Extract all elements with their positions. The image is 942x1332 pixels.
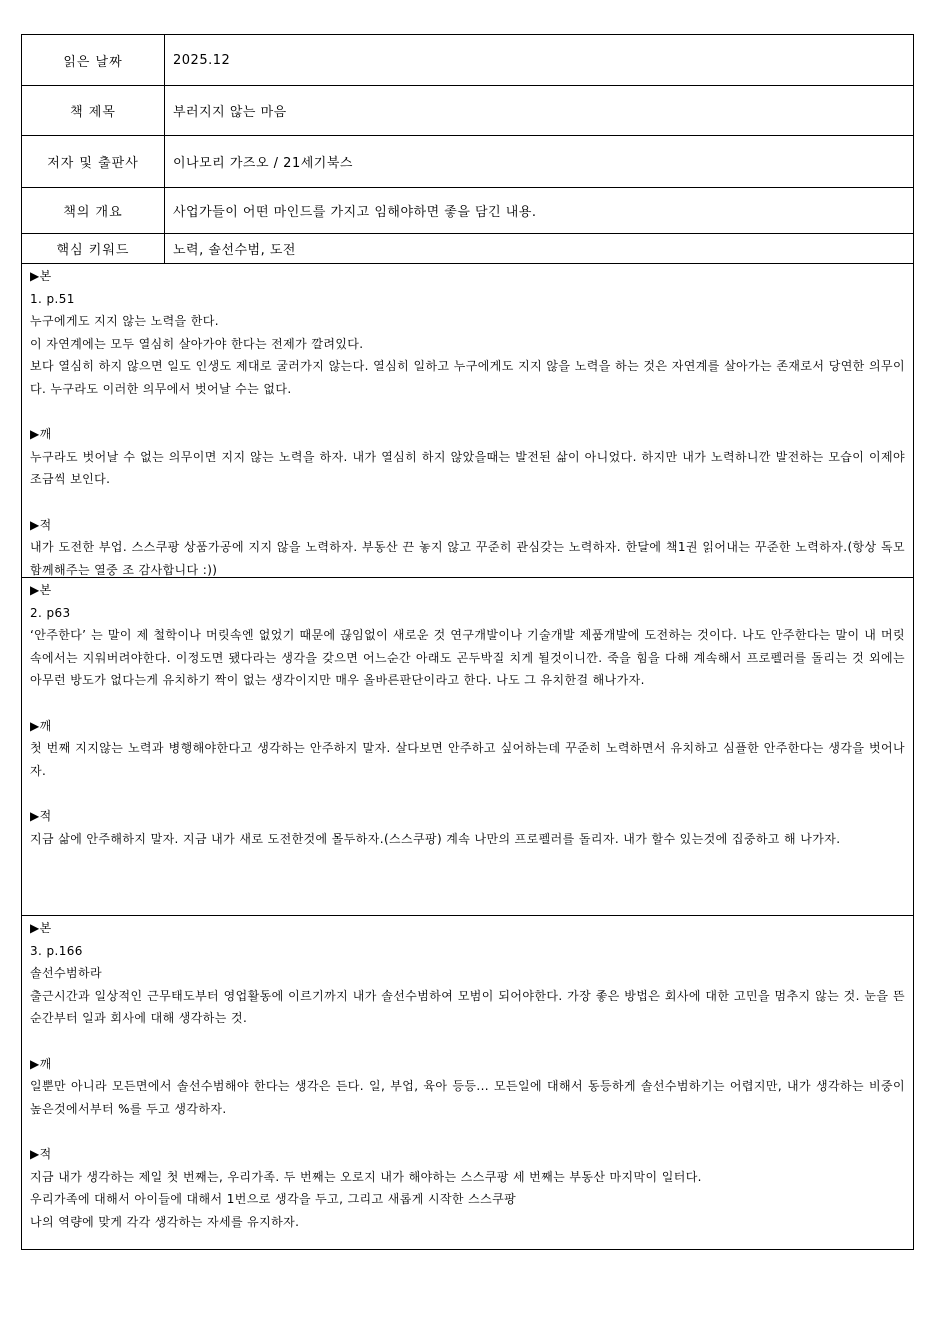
author-value: 이나모리 가즈오 / 21세기북스 — [173, 156, 353, 171]
keywords-label: 핵심 키워드 — [22, 234, 165, 263]
bon-line: 출근시간과 일상적인 근무태도부터 영업활동에 이르기까지 내가 솔선수범하여 모범이 되어야한다. 가장 좋은 방법은 회사에 대한 고민을 멈추지 않는 것. 눈을 뜬 순간부터 일과 회사에 대해 생각하는 것. — [30, 988, 905, 1026]
jeok-line: 지금 삶에 안주해하지 말자. 지금 내가 새로 도전한것에 몰두하자.(스스쿠팡) 계속 나만의 프로펠러를 돌리자. 내가 할수 있는것에 집중하고 해 나가자. — [30, 831, 841, 846]
summary-row — [22, 188, 913, 234]
jeok-line: 내가 도전한 부업. 스스쿠팡 상품가공에 지지 않을 노력하자. 부동산 끈 놓지 않고 꾸준히 관심갖는 노력하자. 한달에 책1권 읽어내는 꾸준한 노력하자.(항상 독모 함께해주는 열중 조 감사합니다 :)) — [30, 540, 905, 577]
kkae-text: 일뿐만 아니라 모든면에서 솔선수범해야 한다는 생각은 든다. 일, 부업, 육아 등등... 모든일에 대해서 동등하게 솔선수범하기는 어렵지만, 내가 생각하는 비중이 높은것에서부터 %를 두고 생각하자. — [30, 1079, 905, 1116]
bon-line: 이 자연계에는 모두 열심히 살아가야 한다는 전제가 깔려있다. — [30, 336, 364, 351]
bon-heading: ▶본 — [30, 583, 52, 597]
jeok-heading: ▶적 — [30, 517, 52, 532]
kkae-text: 누구라도 벗어날 수 없는 의무이면 지지 않는 노력을 하자. 내가 열심히 하지 않았을때는 발전된 삶이 아니었다. 하지만 내가 노력하니깐 발전하는 모습이 이제야 조금씩 보인다. — [30, 449, 905, 487]
book-report-table — [21, 34, 914, 1250]
title-label: 책 제목 — [22, 86, 165, 135]
bon-line: 보다 열심히 하지 않으면 일도 인생도 제대로 굴러가지 않는다. 열심히 일하고 누구에게도 지지 않을 노력을 하는 것은 자연계를 살아가는 존재로서 당연한 의무이다. 누구라도 이러한 의무에서 벗어날 수는 없다. — [30, 359, 905, 396]
jeok-heading: ▶적 — [30, 808, 52, 823]
kkae-heading: ▶깨 — [30, 718, 52, 733]
read-date-row — [22, 35, 913, 86]
summary-value: 사업가들이 어떤 마인드를 가지고 임해야하면 좋을 담긴 내용. — [173, 205, 537, 220]
read-date-label: 읽은 날짜 — [22, 35, 165, 85]
author-label: 저자 및 출판사 — [22, 136, 165, 187]
reading-section-1 — [22, 264, 913, 578]
reading-section-3 — [22, 916, 913, 1249]
jeok-heading: ▶적 — [30, 1146, 52, 1161]
page-ref: 1. p.51 — [30, 291, 75, 306]
jeok-line: 우리가족에 대해서 아이들에 대해서 1번으로 생각을 두고, 그리고 새롭게 시작한 스스쿠팡 — [30, 1192, 517, 1207]
bon-line: 누구에게도 지지 않는 노력을 한다. — [30, 314, 219, 329]
author-row — [22, 136, 913, 188]
summary-label: 책의 개요 — [22, 188, 165, 233]
page-ref: 2. p63 — [30, 605, 71, 620]
bon-heading: ▶본 — [30, 269, 52, 283]
bon-line: 솔선수범하라 — [30, 966, 102, 981]
title-value: 부러지지 않는 마음 — [173, 105, 287, 120]
kkae-heading: ▶깨 — [30, 427, 52, 442]
keywords-row — [22, 234, 913, 264]
jeok-line: 나의 역량에 맞게 각각 생각하는 자세를 유지하자. — [30, 1214, 300, 1229]
jeok-line: 지금 내가 생각하는 제일 첫 번째는, 우리가족. 두 번째는 오로지 내가 해야하는 스스쿠팡 세 번째는 부동산 마지막이 일터다. — [30, 1169, 702, 1184]
reading-section-2 — [22, 578, 913, 916]
kkae-text: 첫 번째 지지않는 노력과 병행해야한다고 생각하는 안주하지 말자. 살다보면 안주하고 싶어하는데 꾸준히 노력하면서 유치하고 심플한 안주한다는 생각을 벗어나자. — [30, 741, 905, 778]
page-ref: 3. p.166 — [30, 943, 83, 958]
kkae-heading: ▶깨 — [30, 1056, 52, 1071]
keywords-value: 노력, 솔선수범, 도전 — [173, 243, 296, 258]
bon-line: ‘안주한다’ 는 말이 제 철학이나 머릿속엔 없었기 때문에 끊임없이 새로운 것 연구개발이나 기술개발 제품개발에 도전하는 것이다. 나도 안주한다는 말이 내 머릿속에서는 지워버려야한다. 이정도면 됐다라는 생각을 갖으면 어느순간 아래도 곤두박질 치게 될것이니깐. 죽을 힘을 다해 계속해서 프로펠러를 돌리는 것 외에는 아무런 방도가 없다는게 유치하기 짝이 없는 생각이지만 매우 올바른판단이라고 한다. 나도 그 유치한걸 해나가자. — [30, 628, 905, 688]
title-row — [22, 86, 913, 136]
bon-heading: ▶본 — [30, 921, 52, 935]
read-date-value: 2025.12 — [173, 52, 231, 68]
